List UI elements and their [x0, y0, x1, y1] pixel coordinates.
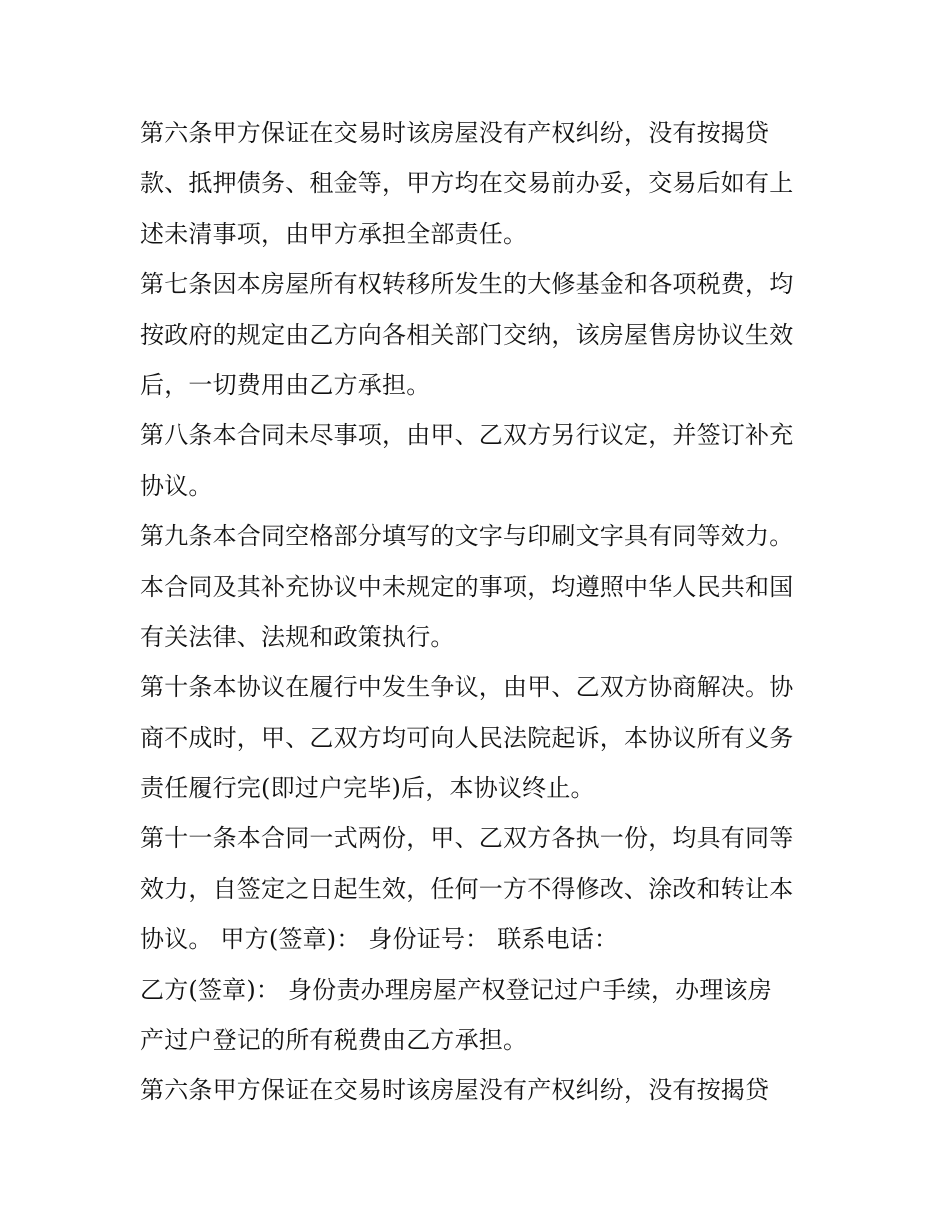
text-line: 协议。	[140, 471, 213, 500]
text-line: 本合同及其补充协议中未规定的事项，均遵照中华人民共和国	[140, 572, 794, 601]
text-line: 责任履行完(即过户完毕)后，本协议终止。	[140, 774, 595, 803]
text-line: 第七条因本房屋所有权转移所发生的大修基金和各项税费，均	[140, 270, 794, 299]
text-line: 款、抵押债务、租金等，甲方均在交易前办妥，交易后如有上	[140, 169, 794, 198]
text-line: 协议。 甲方(签章)： 身份证号： 联系电话：	[140, 925, 619, 954]
text-line: 第六条甲方保证在交易时该房屋没有产权纠纷，没有按揭贷	[140, 1076, 770, 1105]
text-line: 第六条甲方保证在交易时该房屋没有产权纠纷，没有按揭贷	[140, 119, 770, 147]
text-line: 按政府的规定由乙方向各相关部门交纳，该房屋售房协议生效	[140, 320, 794, 349]
text-line: 产过户登记的所有税费由乙方承担。	[140, 1026, 528, 1055]
text-line: 效力，自签定之日起生效，任何一方不得修改、涂改和转让本	[140, 874, 794, 903]
text-line: 第九条本合同空格部分填写的文字与印刷文字具有同等效力。	[140, 522, 794, 551]
text-line: 乙方(签章)： 身份责办理房屋产权登记过户手续，办理该房	[140, 975, 772, 1004]
text-line: 后，一切费用由乙方承担。	[140, 370, 431, 399]
text-line: 第十一条本合同一式两份，甲、乙双方各执一份，均具有同等	[140, 824, 794, 853]
text-line: 第八条本合同未尽事项，由甲、乙双方另行议定，并签订补充	[140, 421, 794, 450]
text-line: 第十条本协议在履行中发生争议，由甲、乙双方协商解决。协	[140, 673, 794, 702]
document-body	[140, 108, 820, 1116]
text-line: 述未清事项，由甲方承担全部责任。	[140, 219, 528, 248]
text-line: 商不成时，甲、乙双方均可向人民法院起诉，本协议所有义务	[140, 723, 794, 752]
text-line: 有关法律、法规和政策执行。	[140, 622, 455, 651]
